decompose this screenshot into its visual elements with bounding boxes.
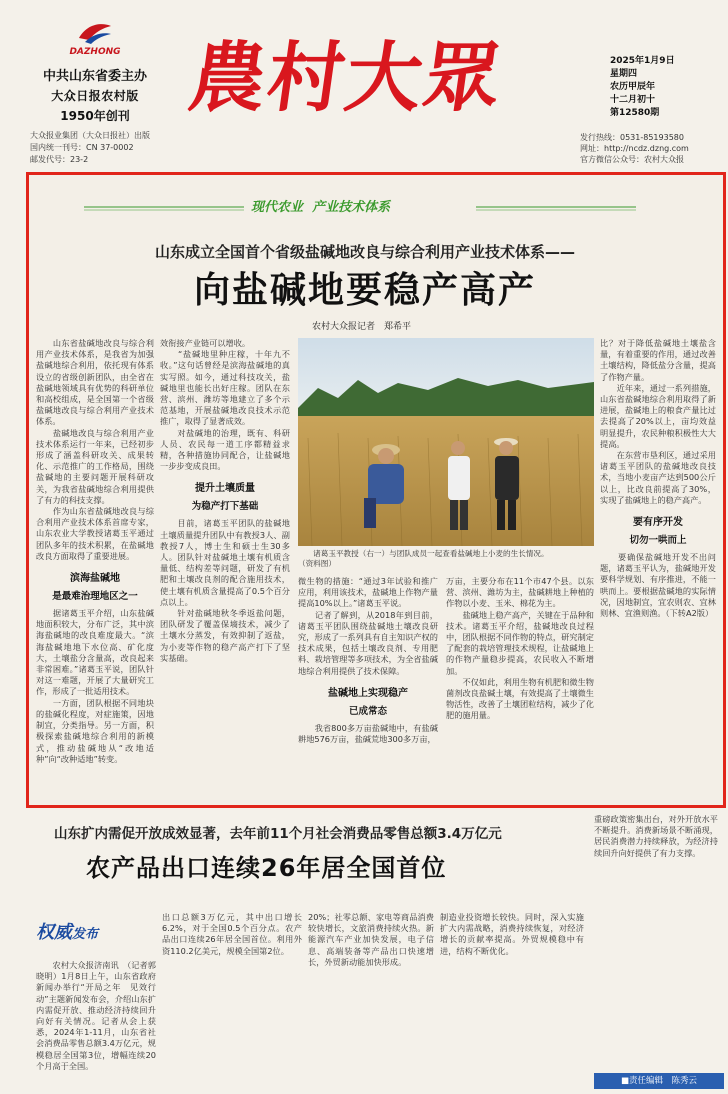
paragraph: 万亩，主要分布在11个市47个县。以东营、滨州、潍坊为主，盐碱耕地上种植的作物以小麦、玉米、棉花为主。 <box>446 576 594 609</box>
paragraph: 我省800多万亩盐碱地中，有盐碱耕地576万亩，盐碱荒地300多万亩， <box>298 722 438 745</box>
date-line: 星期四 <box>610 69 638 79</box>
article-headline: 向盐碱地要稳产高产 <box>193 270 536 311</box>
org-line-1: 中共山东省委主办 <box>42 69 147 84</box>
paragraph: 微生物的措施：“通过3年试验和推广应用，利用该技术，盐碱地上作物产量提高10%以上。”诸葛玉平说。 <box>298 576 438 609</box>
logo-text: DAZHONG <box>69 47 121 57</box>
paragraph: 据诸葛玉平介绍，山东盐碱地面积较大，分布广泛，其中滨海盐碱地的改良难度最大。“滨海盐碱地地下水位高、矿化度大，土壤盐分含量高，改良起来非常困难。”诸葛玉平说，团队针对这一难题，开展了大量研究工作，形成了一批适用技术。 <box>36 608 154 697</box>
editor-credit: ■责任编辑 陈秀云 <box>594 1073 724 1089</box>
paragraph: 盐碱地上稳产高产，关键在于品种和技术。诸葛玉平介绍，盐碱地改良过程中，团队根据不同作物的特点，研究制定了配套的栽培管理技术规程，让盐碱地上的作物产量稳步提高，农民收入不断增加。 <box>446 609 594 676</box>
subheading: 要有序开发 <box>633 517 683 529</box>
authority-release-tag <box>36 918 124 952</box>
article-column-2 <box>160 338 290 800</box>
date-line: 第12580期 <box>610 108 660 118</box>
pub-info-line: 邮发代号：23-2 <box>30 155 89 164</box>
org-line-3: 1950年创刊 <box>60 109 130 123</box>
newspaper-title: 農村大眾 <box>183 33 509 122</box>
authority-tag-part2: 发布 <box>72 927 99 942</box>
org-line-2: 大众日报农村版 <box>51 89 139 103</box>
publication-info <box>30 130 150 166</box>
lower-article-kicker: 山东扩内需促开放成效显著，去年前11个月社会消费品零售总额3.4万亿元 <box>54 826 502 842</box>
paragraph: 一方面，团队根据不同地块的盐碱化程度，对症施策，因地制宜，分类指导。另一方面，积极探索盐碱地综合利用的新模式，推动盐碱地从“改地适种”向“改种适地”转变。 <box>36 697 154 764</box>
paragraph: 近年来，通过一系列措施，山东省盐碱地综合利用取得了新进展，盐碱地上的粮食产量比过去提高了20%以上，亩均效益明显提升，农民种粮积极性大大提高。 <box>600 382 716 449</box>
subheading-line2: 切勿一哄而上 <box>629 535 687 547</box>
masthead-left <box>30 18 160 124</box>
pub-info-line: 国内统一刊号：CN 37-0002 <box>30 143 134 152</box>
paragraph: 目前，诸葛玉平团队的盐碱地土壤质量提升团队中有教授3人、副教授7人，博士生和硕士生30多人。团队针对盐碱地土壤有机质含量低、结构差等问题，研发了有机肥和土壤改良剂的配合施用技术，使土壤有机质含量提高了0.5个百分点以上。 <box>160 518 290 607</box>
section-tag <box>247 196 467 218</box>
paragraph: 山东省盐碱地改良与综合利用产业技术体系，是我省为加强盐碱地综合利用，依托现有体系设立的省级创新团队，由全省在盐碱地领域具有优势的科研单位和高校组成，是全国第一个省级盐碱地改良与综合利用产业技术体系。 <box>36 338 154 427</box>
lower-column-2 <box>162 912 302 1086</box>
paragraph: 农村大众报济南讯 （记者郭晓明）1月8日上午，山东省政府新闻办举行“开局之年 见效行动”主题新闻发布会，介绍山东扩内需促开放、推动经济持续回升向好有关情况。记者从会上获悉，2024年1-11月，山东省社会消费品零售总额3.4万亿元，规模稳居全国第3位，增幅连续20个月高于全国。 <box>36 960 156 1071</box>
issue-date <box>610 55 675 120</box>
lower-column-4 <box>440 912 584 1086</box>
lower-article-headline: 农产品出口连续26年居全国首位 <box>86 854 447 882</box>
photo-caption: 诸葛玉平教授（右一）与团队成员一起查看盐碱地上小麦的生长情况。 （资料图） <box>298 549 614 568</box>
date-line: 十二月初十 <box>610 95 656 105</box>
article-column-5 <box>600 338 716 800</box>
pub-info-line: 大众报业集团（大众日报社）出版 <box>30 131 150 140</box>
masthead <box>0 0 728 172</box>
subheading: 提升土壤质量 <box>195 483 255 495</box>
paragraph: 记者了解到，从2018年到目前，诸葛玉平团队围绕盐碱地土壤改良研究，形成了一系列具有自主知识产权的技术成果，包括土壤改良剂、专用肥料、栽培管理等多项技术，为全省盐碱地综合利用提供了技术保障。 <box>298 609 438 676</box>
lower-column-3 <box>308 912 434 1086</box>
paragraph: 制造业投资增长较快。同时，深入实施扩大内需战略，消费持续恢复，对经济增长的贡献率提高。外贸规模稳中有进，结构不断优化。 <box>440 912 584 956</box>
contact-line: 网址：http://ncdz.dzng.com <box>580 144 689 153</box>
section-divider-right <box>476 203 636 211</box>
lower-column-5 <box>594 814 718 1068</box>
contact-line: 发行热线：0531-85193580 <box>580 133 684 142</box>
paragraph: 针对盐碱地秋冬季返盐问题，团队研发了覆盖保墒技术，减少了土壤水分蒸发，有效抑制了返盐，为小麦等作物的稳产高产打下了坚实基础。 <box>160 608 290 663</box>
paragraph: 盐碱地改良与综合利用产业技术体系运行一年来，已经初步形成了涵盖科研攻关、成果转化、示范推广的工作格局，围绕盐碱地的主要问题开展科研攻关，为我省盐碱地综合利用提供了有力的科技支撑。 <box>36 427 154 505</box>
paragraph: 对盐碱地的治理，既有、科研人员、农民每一道工序都精益求精，各种措施协同配合，让盐碱地一步步变成良田。 <box>160 427 290 472</box>
contact-info <box>580 132 689 165</box>
section-tag-part2: 产业技术体系 <box>312 200 391 215</box>
paragraph: 比？对于降低盐碱地土壤盐含量，有着重要的作用，通过改善土壤结构，降低盐分含量，提高了作物产量。 <box>600 338 716 382</box>
article-kicker: 山东成立全国首个省级盐碱地改良与综合利用产业技术体系—— <box>154 243 575 261</box>
section-tag-part1: 现代农业 <box>251 200 304 215</box>
article-column-4 <box>446 576 594 800</box>
subheading-line2: 是最难治理地区之一 <box>52 591 138 603</box>
date-line: 2025年1月9日 <box>610 56 675 66</box>
section-divider-left <box>84 203 244 211</box>
contact-line: 官方微信公众号：农村大众报 <box>580 155 684 164</box>
article-column-1 <box>36 338 154 800</box>
paragraph: “盐碱地里种庄稼，十年九不收。”这句话曾经是滨海盐碱地的真实写照。如今，通过科技攻关，盐碱地里也能长出好庄稼。团队在东营、滨州、潍坊等地建立了多个示范基地，开展盐碱地改良技术示范推广，取得了显著成效。 <box>160 349 290 427</box>
paragraph: 效衔接产业链可以增收。 <box>160 338 251 348</box>
subheading-line2: 为稳产打下基础 <box>191 501 259 513</box>
authority-tag-part1: 权威 <box>36 922 72 943</box>
article-photo <box>298 338 594 546</box>
paragraph: 出口总额3万亿元，其中出口增长6.2%，对于全国0.5个百分点。农产品出口连续26年居全国首位。利用外资110.2亿美元，规模全国第2位。 <box>162 912 302 956</box>
subheading: 盐碱地上实现稳产 <box>328 687 408 699</box>
date-line: 农历甲辰年 <box>610 82 656 92</box>
subheading-line2: 已成常态 <box>348 705 387 717</box>
paragraph: 作为山东省盐碱地改良与综合利用产业技术体系首席专家，山东农业大学教授诸葛玉平通过团队多年的技术积累，在盐碱地改良方面取得了重要进展。 <box>36 506 154 561</box>
article-column-3 <box>298 576 438 800</box>
lower-column-1 <box>36 960 156 1086</box>
paragraph: 重磅政策密集出台，对外开放水平不断提升。消费新场景不断涌现，居民消费潜力持续释放，为经济持续回升向好提供了有力支撑。 <box>594 814 718 858</box>
article-byline: 农村大众报记者 郑希平 <box>312 322 412 332</box>
paragraph: 在东营市垦利区，通过采用诸葛玉平团队的盐碱地改良技术，当地小麦亩产达到500公斤以上，比改良前提高了30%，实现了盐碱地上的稳产高产。 <box>600 450 716 505</box>
dazhong-logo-icon <box>75 18 115 46</box>
paragraph: 不仅如此，利用生物有机肥和微生物菌剂改良盐碱土壤，有效提高了土壤微生物活性，改善了土壤团粒结构，减少了化肥的施用量。 <box>446 676 594 721</box>
paragraph: 20%；社零总额、家电等商品消费较快增长，文旅消费持续火热。新能源汽车产业加快发展，电子信息、高端装备等产品出口快速增长，外贸新动能加快形成。 <box>308 912 434 967</box>
subheading: 滨海盐碱地 <box>70 573 120 585</box>
paragraph: 要确保盐碱地开发不出问题，诸葛玉平认为，盐碱地开发要科学规划、有序推进，不能一哄而上。要根据盐碱地的实际情况，因地制宜，宜农则农、宜林则林、宜渔则渔。（下转A2版） <box>600 552 716 619</box>
